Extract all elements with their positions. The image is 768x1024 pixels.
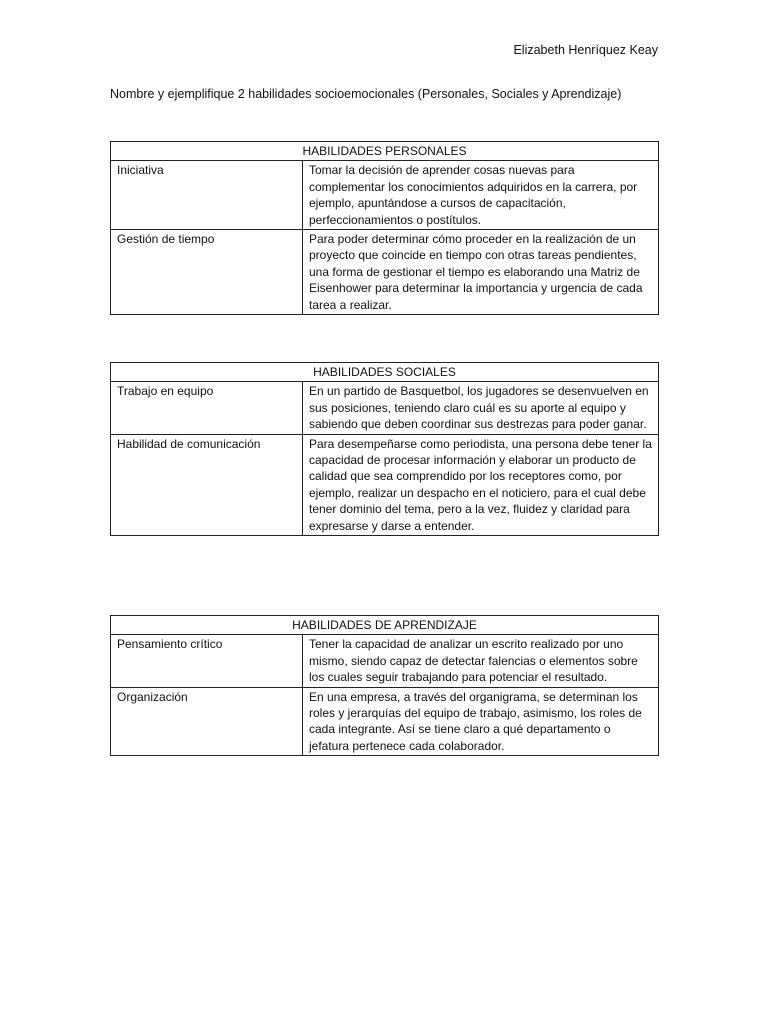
table-learning-skills [110, 615, 659, 756]
table-title: HABILIDADES DE APRENDIZAJE [111, 616, 659, 635]
skill-name: Trabajo en equipo [111, 382, 303, 434]
table-row [111, 687, 659, 756]
table-row [111, 382, 659, 434]
skill-example: Para desempeñarse como periodista, una persona debe tener la capacidad de procesar información y elaborar un producto de calidad que sea comprendido por los receptores como, por ejemplo, realizar un despacho en el noticiero, para el cual debe tener dominio del tema, pero a la vez, fluidez y claridad para expresarse y darse a entender. [303, 434, 659, 535]
skill-example: Tomar la decisión de aprender cosas nuevas para complementar los conocimientos adquiridos en la carrera, por ejemplo, apuntándose a cursos de capacitación, perfeccionamientos o postítulos. [303, 161, 659, 230]
skill-name: Pensamiento crítico [111, 635, 303, 687]
skill-name: Organización [111, 687, 303, 756]
assignment-prompt: Nombre y ejemplifique 2 habilidades socioemocionales (Personales, Sociales y Aprendizaje) [110, 87, 622, 101]
table-row [111, 635, 659, 687]
author-name: Elizabeth Henríquez Keay [513, 43, 658, 57]
skill-example: Tener la capacidad de analizar un escrito realizado por uno mismo, siendo capaz de detectar falencias o elementos sobre los cuales seguir trabajando para potenciar el resultado. [303, 635, 659, 687]
table-title: HABILIDADES SOCIALES [111, 363, 659, 382]
skill-example: Para poder determinar cómo proceder en la realización de un proyecto que coincide en tiempo con otras tareas pendientes, una forma de gestionar el tiempo es elaborando una Matriz de Eisenhower para determinar la importancia y urgencia de cada tarea a realizar. [303, 230, 659, 315]
table-row [111, 161, 659, 230]
skill-name: Iniciativa [111, 161, 303, 230]
table-row [111, 434, 659, 535]
skill-example: En un partido de Basquetbol, los jugadores se desenvuelven en sus posiciones, teniendo claro cuál es su aporte al equipo y sabiendo que deben coordinar sus destrezas para poder ganar. [303, 382, 659, 434]
table-personal-skills [110, 141, 659, 315]
skill-example: En una empresa, a través del organigrama, se determinan los roles y jerarquías del equipo de trabajo, asimismo, los roles de cada integrante. Así se tiene claro a qué departamento o jefatura pertenece cada colaborador. [303, 687, 659, 756]
table-row [111, 230, 659, 315]
table-title: HABILIDADES PERSONALES [111, 142, 659, 161]
skill-name: Gestión de tiempo [111, 230, 303, 315]
skill-name: Habilidad de comunicación [111, 434, 303, 535]
table-social-skills [110, 362, 659, 536]
